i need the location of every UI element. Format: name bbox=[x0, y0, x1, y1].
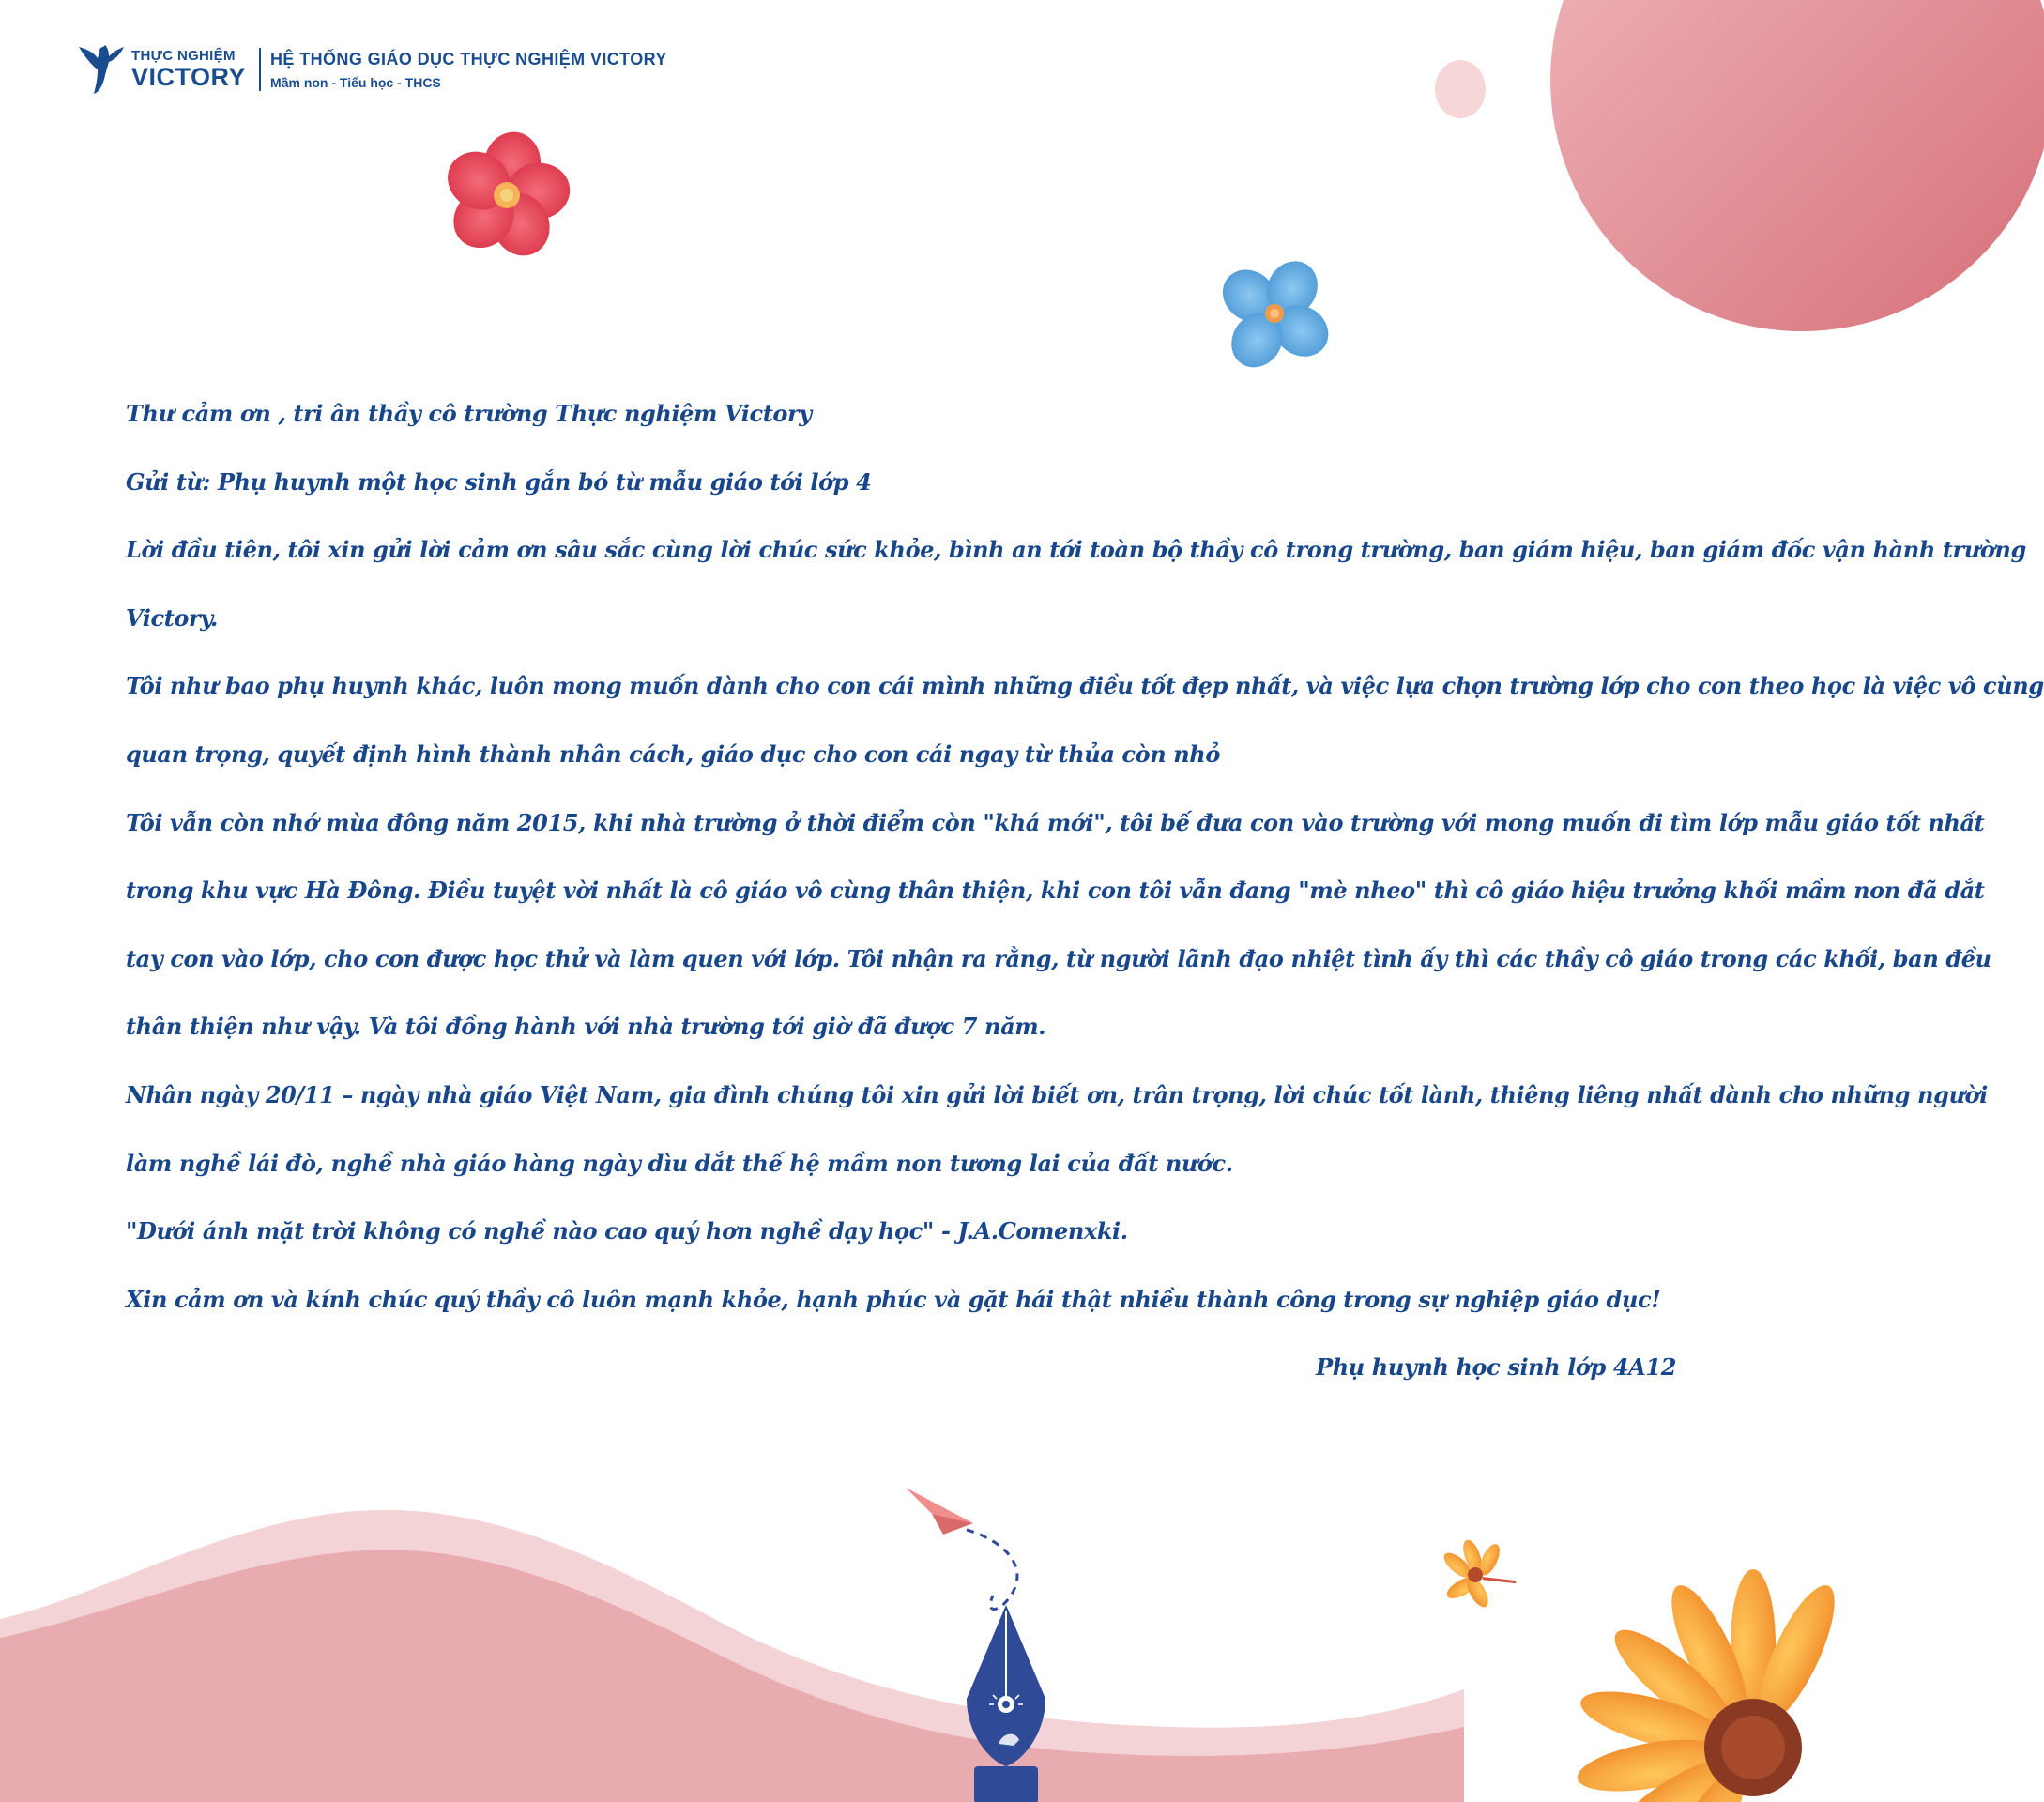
victory-logo-icon bbox=[77, 43, 126, 96]
letter-line: thân thiện như vậy. Và tôi đồng hành với nhà trường tới giờ đã được 7 năm. bbox=[126, 1013, 1046, 1041]
letter-signature: Phụ huynh học sinh lớp 4A12 bbox=[1316, 1353, 1676, 1382]
letter-line: Victory. bbox=[126, 603, 219, 632]
brand-name bbox=[131, 49, 246, 90]
letter-line: làm nghề lái đò, nghề nhà giáo hàng ngày dìu dắt thế hệ mầm non tương lai của đất nước. bbox=[126, 1149, 1233, 1177]
letter-line: tay con vào lớp, cho con được học thử và làm quen với lớp. Tôi nhận ra rằng, từ người lãnh đạo nhiệt tình ấy thì các thầy cô giáo trong các khối, ban đều bbox=[126, 944, 1991, 972]
small-orange-flower-icon bbox=[1430, 1529, 1521, 1619]
letter-title: Thư cảm ơn , tri ân thầy cô trường Thực nghiệm Victory bbox=[126, 400, 812, 427]
red-flower-icon bbox=[427, 120, 586, 275]
dashed-flight-path bbox=[967, 1530, 1017, 1610]
orange-sunflower-icon bbox=[1574, 1569, 1849, 1802]
fountain-pen-icon bbox=[967, 1605, 1045, 1802]
bottom-pink-hill bbox=[0, 1550, 1464, 1802]
letter-line: trong khu vực Hà Đông. Điều tuyệt vời nhất là cô giáo vô cùng thân thiện, khi con tôi vẫn đang "mè nheo" thì cô giáo hiệu trưởng khối mầm non đã dắt bbox=[126, 877, 1985, 905]
letter-line: Tôi như bao phụ huynh khác, luôn mong muốn dành cho con cái mình những điều tốt đẹp nhất, và việc lựa chọn trường lớp cho con theo học là việc vô cùng bbox=[126, 672, 2044, 700]
paper-plane-icon bbox=[906, 1488, 973, 1535]
system-info bbox=[270, 50, 667, 90]
letter-sender: Gửi từ: Phụ huynh một học sinh gắn bó từ mẫu giáo tới lớp 4 bbox=[126, 467, 872, 496]
brand-line1: THỰC NGHIỆM bbox=[131, 48, 236, 64]
letter-line: Nhân ngày 20/11 – ngày nhà giáo Việt Nam, gia đình chúng tôi xin gửi lời biết ơn, trân trọng, lời chúc tốt lành, thiêng liêng nhất dành cho những người bbox=[126, 1080, 1988, 1108]
blue-flower-icon bbox=[1204, 242, 1346, 384]
school-logo[interactable] bbox=[77, 43, 667, 96]
letter-line: quan trọng, quyết định hình thành nhân cách, giáo dục cho con cái ngay từ thủa còn nhỏ bbox=[126, 740, 1220, 768]
logo-divider bbox=[259, 48, 261, 91]
letter-line: Lời đầu tiên, tôi xin gửi lời cảm ơn sâu sắc cùng lời chúc sức khỏe, bình an tới toàn bộ thầy cô trong trường, ban giám hiệu, ban giám đốc vận hành trường bbox=[126, 536, 2026, 564]
pink-dot-icon bbox=[1435, 60, 1486, 118]
brand-line2: VICTORY bbox=[131, 63, 247, 91]
school-levels: Mầm non - Tiểu học - THCS bbox=[270, 74, 441, 90]
letter-line: Tôi vẫn còn nhớ mùa đông năm 2015, khi nhà trường ở thời điểm còn "khá mới", tôi bế đưa con vào trường với mong muốn đi tìm lớp mẫu giáo tốt nhất bbox=[126, 808, 1985, 836]
corner-pink-blob bbox=[1550, 0, 2044, 331]
system-name: HỆ THỐNG GIÁO DỤC THỰC NGHIỆM VICTORY bbox=[270, 49, 667, 69]
letter-closing: Xin cảm ơn và kính chúc quý thầy cô luôn mạnh khỏe, hạnh phúc và gặt hái thật nhiều thành công trong sự nghiệp giáo dục! bbox=[126, 1285, 1661, 1313]
letter-quote: "Dưới ánh mặt trời không có nghề nào cao quý hơn nghề dạy học" - J.A.Comenxki. bbox=[126, 1217, 1128, 1245]
thank-you-letter bbox=[126, 380, 2044, 1402]
